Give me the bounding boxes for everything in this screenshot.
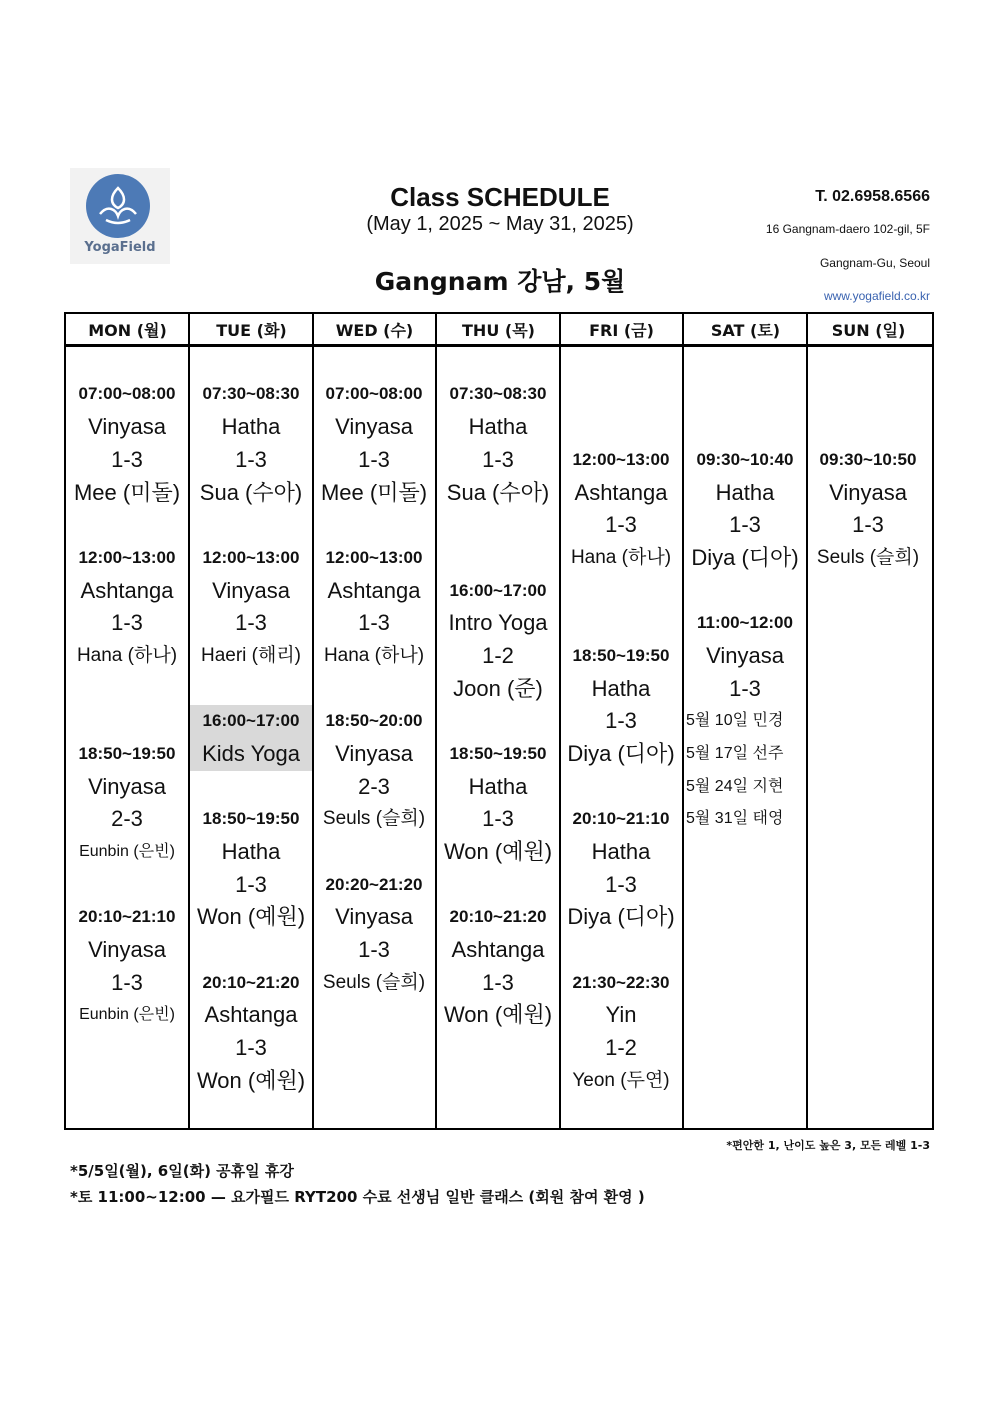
guest-teacher-date: 5월 10일 민경 bbox=[686, 712, 784, 729]
class-name: Vinyasa bbox=[829, 480, 907, 505]
class-name: Vinyasa bbox=[88, 774, 166, 799]
class-teacher: Sua (수아) bbox=[446, 480, 550, 505]
class-teacher: Haeri (해리) bbox=[200, 645, 302, 666]
date-range: (May 1, 2025 ~ May 31, 2025) bbox=[366, 213, 634, 235]
class-name: Ashtanga bbox=[327, 578, 421, 603]
class-teacher: Won (예원) bbox=[196, 1068, 306, 1093]
class-time: 18:50~19:50 bbox=[572, 646, 670, 665]
class-teacher: Seuls (슬희) bbox=[322, 972, 426, 993]
class-name: Hatha bbox=[468, 774, 528, 799]
class-time: 07:30~08:30 bbox=[449, 384, 547, 403]
class-teacher: Yeon (두연) bbox=[572, 1070, 670, 1091]
class-level: 1-3 bbox=[235, 610, 267, 635]
guest-teacher-date: 5월 17일 선주 bbox=[686, 745, 784, 762]
class-time: 20:10~21:20 bbox=[449, 907, 547, 926]
class-teacher: Joon (준) bbox=[453, 676, 543, 701]
holiday-note: *5/5일(월), 6일(화) 공휴일 휴강 bbox=[70, 1162, 294, 1180]
class-level: 1-3 bbox=[605, 708, 637, 733]
logo-text: YogaField bbox=[84, 240, 156, 255]
class-name: Vinyasa bbox=[335, 741, 413, 766]
class-name: Vinyasa bbox=[335, 904, 413, 929]
class-level: 1-3 bbox=[852, 512, 884, 537]
class-time: 07:00~08:00 bbox=[78, 384, 176, 403]
class-level: 1-3 bbox=[729, 676, 761, 701]
class-level: 1-2 bbox=[482, 643, 514, 668]
class-level: 1-3 bbox=[235, 447, 267, 472]
day-header-fri: FRI (금) bbox=[589, 321, 654, 340]
class-level: 1-3 bbox=[235, 1035, 267, 1060]
class-time: 12:00~13:00 bbox=[78, 548, 176, 567]
class-time: 12:00~13:00 bbox=[202, 548, 300, 567]
class-teacher: Won (예원) bbox=[443, 1002, 553, 1027]
class-name: Yin bbox=[605, 1002, 637, 1027]
class-time: 11:00~12:00 bbox=[697, 613, 793, 632]
class-level: 1-3 bbox=[358, 610, 390, 635]
lotus-icon bbox=[86, 174, 150, 238]
class-time: 18:50~19:50 bbox=[202, 809, 300, 828]
class-name: Vinyasa bbox=[335, 414, 413, 439]
class-name: Hatha bbox=[591, 676, 651, 701]
class-name: Vinyasa bbox=[88, 414, 166, 439]
class-teacher: Sua (수아) bbox=[199, 480, 303, 505]
address-line-2: Gangnam-Gu, Seoul bbox=[819, 256, 930, 270]
class-teacher: Seuls (슬희) bbox=[322, 808, 426, 829]
class-level: 1-3 bbox=[358, 937, 390, 962]
day-header-sun: SUN (일) bbox=[831, 321, 906, 340]
class-level: 2-3 bbox=[358, 774, 390, 799]
class-teacher: Mee (미돌) bbox=[73, 480, 181, 505]
class-time: 20:20~21:20 bbox=[325, 875, 423, 894]
class-name: Hatha bbox=[468, 414, 528, 439]
class-teacher: Diya (디아) bbox=[567, 904, 675, 929]
class-teacher: Won (예원) bbox=[196, 904, 306, 929]
class-teacher: Won (예원) bbox=[443, 839, 553, 864]
class-teacher: Mee (미돌) bbox=[320, 480, 428, 505]
class-teacher: Diya (디아) bbox=[691, 545, 799, 570]
class-teacher: Hana (하나) bbox=[323, 645, 425, 666]
class-name: Vinyasa bbox=[88, 937, 166, 962]
branch-title: Gangnam 강남, 5월 bbox=[374, 267, 626, 296]
class-time: 09:30~10:50 bbox=[819, 450, 917, 469]
class-name: Hatha bbox=[221, 414, 281, 439]
class-time: 18:50~19:50 bbox=[78, 744, 176, 763]
class-level: 1-3 bbox=[482, 447, 514, 472]
class-time: 07:00~08:00 bbox=[325, 384, 423, 403]
phone-number: T. 02.6958.6566 bbox=[815, 188, 930, 205]
class-level: 1-3 bbox=[235, 872, 267, 897]
class-name: Hatha bbox=[715, 480, 775, 505]
class-teacher: Hana (하나) bbox=[76, 645, 178, 666]
class-name: Ashtanga bbox=[451, 937, 545, 962]
class-teacher: Eunbin (은빈) bbox=[79, 843, 175, 860]
address-line-1: 16 Gangnam-daero 102-gil, 5F bbox=[765, 222, 930, 236]
guest-teacher-date: 5월 24일 지현 bbox=[686, 778, 784, 795]
class-time: 16:00~17:00 bbox=[449, 581, 547, 600]
class-level: 1-3 bbox=[605, 872, 637, 897]
class-level: 1-3 bbox=[482, 806, 514, 831]
class-name: Ashtanga bbox=[204, 1002, 298, 1027]
class-name: Hatha bbox=[221, 839, 281, 864]
class-name: Vinyasa bbox=[212, 578, 290, 603]
class-time: 20:10~21:20 bbox=[202, 973, 300, 992]
class-name: Hatha bbox=[591, 839, 651, 864]
guest-teacher-date: 5월 31일 태영 bbox=[686, 810, 784, 827]
class-time-highlighted: 16:00~17:00 bbox=[190, 705, 312, 738]
class-time: 18:50~20:00 bbox=[325, 711, 423, 730]
day-header-mon: MON (월) bbox=[88, 321, 167, 340]
day-header-wed: WED (수) bbox=[335, 321, 414, 340]
level-legend: *편안한 1, 난이도 높은 3, 모든 레벨 1-3 bbox=[726, 1139, 930, 1152]
class-time: 09:30~10:40 bbox=[696, 450, 794, 469]
class-level: 1-3 bbox=[358, 447, 390, 472]
class-time: 21:30~22:30 bbox=[572, 973, 670, 992]
day-header-thu: THU (목) bbox=[462, 321, 535, 340]
class-level: 2-3 bbox=[111, 806, 143, 831]
website-link[interactable]: www.yogafield.co.kr bbox=[823, 289, 930, 303]
class-time: 12:00~13:00 bbox=[325, 548, 423, 567]
class-time: 20:10~21:10 bbox=[572, 809, 670, 828]
class-time: 20:10~21:10 bbox=[78, 907, 176, 926]
class-name: Ashtanga bbox=[574, 480, 668, 505]
class-level: 1-3 bbox=[111, 447, 143, 472]
saturday-class-note: *토 11:00~12:00 — 요가필드 RYT200 수료 선생님 일반 클래스 (회원 참여 환영 ) bbox=[70, 1188, 645, 1206]
class-level: 1-3 bbox=[605, 512, 637, 537]
class-time: 12:00~13:00 bbox=[572, 450, 670, 469]
class-name-highlighted: Kids Yoga bbox=[190, 738, 312, 771]
class-teacher: Seuls (슬희) bbox=[816, 547, 920, 568]
yogafield-logo bbox=[70, 168, 170, 264]
class-teacher: Diya (디아) bbox=[567, 741, 675, 766]
class-level: 1-3 bbox=[729, 512, 761, 537]
class-name: Intro Yoga bbox=[448, 610, 548, 635]
page-title: Class SCHEDULE bbox=[390, 182, 610, 212]
class-time: 07:30~08:30 bbox=[202, 384, 300, 403]
day-header-tue: TUE (화) bbox=[216, 321, 287, 340]
class-level: 1-3 bbox=[482, 970, 514, 995]
class-teacher: Eunbin (은빈) bbox=[79, 1006, 175, 1023]
class-time: 18:50~19:50 bbox=[449, 744, 547, 763]
class-name: Ashtanga bbox=[80, 578, 174, 603]
day-header-sat: SAT (토) bbox=[710, 321, 781, 340]
class-level: 1-3 bbox=[111, 970, 143, 995]
class-teacher: Hana (하나) bbox=[570, 547, 672, 568]
class-name: Vinyasa bbox=[706, 643, 784, 668]
class-level: 1-2 bbox=[605, 1035, 637, 1060]
class-level: 1-3 bbox=[111, 610, 143, 635]
